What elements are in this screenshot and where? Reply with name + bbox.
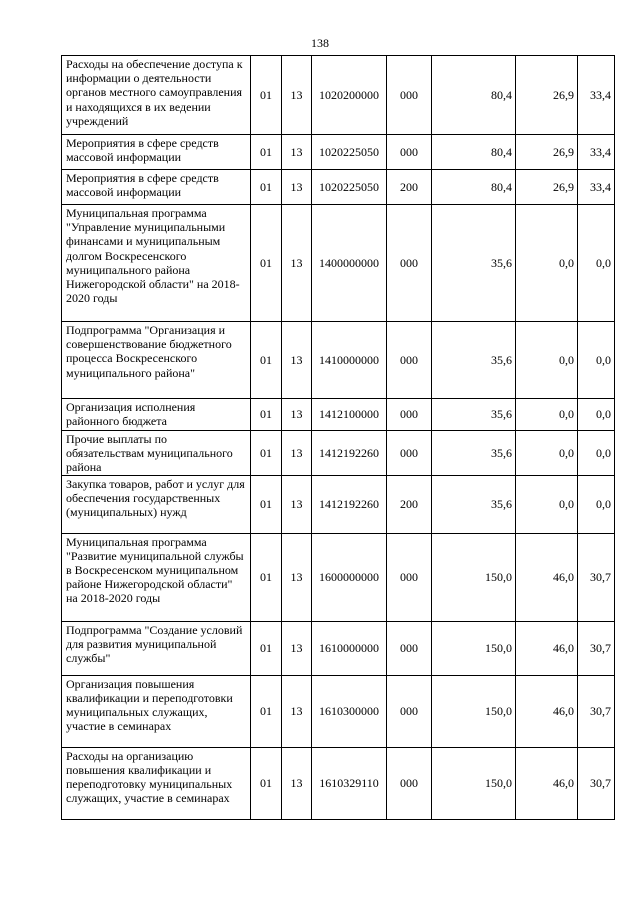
actual-amount-cell: 0,0 (516, 322, 578, 399)
expense-name-cell: Организация исполнения районного бюджета (62, 399, 251, 431)
expense-name-cell: Расходы на организацию повышения квалификации и переподготовку муниципальных служащих, участие в семинарах (62, 747, 251, 819)
target-article-cell: 1412192260 (312, 431, 387, 476)
target-article-cell: 1610000000 (312, 621, 387, 675)
expense-type-cell: 000 (387, 135, 432, 170)
section-code-cell: 01 (251, 205, 282, 322)
expense-type-cell: 200 (387, 475, 432, 533)
percent-cell: 30,7 (578, 675, 615, 747)
target-article-cell: 1410000000 (312, 322, 387, 399)
actual-amount-cell: 0,0 (516, 205, 578, 322)
subsection-code-cell: 13 (282, 56, 312, 135)
percent-cell: 0,0 (578, 205, 615, 322)
section-code-cell: 01 (251, 170, 282, 205)
actual-amount-cell: 46,0 (516, 675, 578, 747)
actual-amount-cell: 0,0 (516, 431, 578, 476)
table-row (62, 747, 615, 819)
planned-amount-cell: 80,4 (432, 170, 516, 205)
subsection-code-cell: 13 (282, 135, 312, 170)
target-article-cell: 1600000000 (312, 533, 387, 621)
expense-type-cell: 000 (387, 431, 432, 476)
expense-name-cell: Прочие выплаты по обязательствам муниципального района (62, 431, 251, 476)
actual-amount-cell: 46,0 (516, 533, 578, 621)
target-article-cell: 1020225050 (312, 135, 387, 170)
actual-amount-cell: 26,9 (516, 170, 578, 205)
percent-cell: 0,0 (578, 322, 615, 399)
target-article-cell: 1020200000 (312, 56, 387, 135)
expense-name-cell: Мероприятия в сфере средств массовой информации (62, 170, 251, 205)
budget-table (61, 55, 615, 820)
expense-name-cell: Мероприятия в сфере средств массовой информации (62, 135, 251, 170)
subsection-code-cell: 13 (282, 431, 312, 476)
expense-type-cell: 000 (387, 399, 432, 431)
expense-type-cell: 000 (387, 621, 432, 675)
section-code-cell: 01 (251, 475, 282, 533)
target-article-cell: 1610329110 (312, 747, 387, 819)
planned-amount-cell: 150,0 (432, 533, 516, 621)
expense-type-cell: 000 (387, 205, 432, 322)
planned-amount-cell: 150,0 (432, 621, 516, 675)
table-row (62, 135, 615, 170)
subsection-code-cell: 13 (282, 533, 312, 621)
subsection-code-cell: 13 (282, 747, 312, 819)
percent-cell: 30,7 (578, 621, 615, 675)
target-article-cell: 1412100000 (312, 399, 387, 431)
expense-type-cell: 000 (387, 675, 432, 747)
table-row (62, 399, 615, 431)
table-body (62, 56, 615, 820)
expense-name-cell: Подпрограмма "Создание условий для развития муниципальной службы" (62, 621, 251, 675)
section-code-cell: 01 (251, 533, 282, 621)
section-code-cell: 01 (251, 431, 282, 476)
planned-amount-cell: 150,0 (432, 747, 516, 819)
planned-amount-cell: 35,6 (432, 399, 516, 431)
table-row (62, 621, 615, 675)
expense-type-cell: 000 (387, 747, 432, 819)
expense-type-cell: 000 (387, 56, 432, 135)
section-code-cell: 01 (251, 621, 282, 675)
section-code-cell: 01 (251, 747, 282, 819)
percent-cell: 0,0 (578, 399, 615, 431)
table-row (62, 533, 615, 621)
section-code-cell: 01 (251, 322, 282, 399)
subsection-code-cell: 13 (282, 322, 312, 399)
expense-name-cell: Расходы на обеспечение доступа к информации о деятельности органов местного самоуправления и находящихся в их ведении учреждений (62, 56, 251, 135)
expense-type-cell: 000 (387, 533, 432, 621)
percent-cell: 30,7 (578, 533, 615, 621)
table-row (62, 322, 615, 399)
target-article-cell: 1610300000 (312, 675, 387, 747)
percent-cell: 0,0 (578, 431, 615, 476)
planned-amount-cell: 35,6 (432, 431, 516, 476)
percent-cell: 30,7 (578, 747, 615, 819)
planned-amount-cell: 80,4 (432, 135, 516, 170)
planned-amount-cell: 35,6 (432, 205, 516, 322)
table-row (62, 56, 615, 135)
actual-amount-cell: 0,0 (516, 399, 578, 431)
expense-name-cell: Муниципальная программа "Развитие муниципальной службы в Воскресенском муниципальном районе Нижегородской области" на 2018-2020 годы (62, 533, 251, 621)
table-row (62, 431, 615, 476)
target-article-cell: 1020225050 (312, 170, 387, 205)
section-code-cell: 01 (251, 675, 282, 747)
subsection-code-cell: 13 (282, 205, 312, 322)
actual-amount-cell: 26,9 (516, 56, 578, 135)
percent-cell: 33,4 (578, 170, 615, 205)
expense-name-cell: Закупка товаров, работ и услуг для обеспечения государственных (муниципальных) нужд (62, 475, 251, 533)
percent-cell: 0,0 (578, 475, 615, 533)
actual-amount-cell: 0,0 (516, 475, 578, 533)
percent-cell: 33,4 (578, 56, 615, 135)
expense-name-cell: Муниципальная программа "Управление муниципальными финансами и муниципальным долгом Воскресенского муниципального района Нижегородской области" на 2018-2020 годы (62, 205, 251, 322)
planned-amount-cell: 35,6 (432, 322, 516, 399)
subsection-code-cell: 13 (282, 475, 312, 533)
planned-amount-cell: 150,0 (432, 675, 516, 747)
actual-amount-cell: 46,0 (516, 747, 578, 819)
expense-name-cell: Организация повышения квалификации и переподготовки муниципальных служащих, участие в семинарах (62, 675, 251, 747)
expense-name-cell: Подпрограмма "Организация и совершенствование бюджетного процесса Воскресенского муниципального района" (62, 322, 251, 399)
section-code-cell: 01 (251, 399, 282, 431)
subsection-code-cell: 13 (282, 621, 312, 675)
table-row (62, 205, 615, 322)
subsection-code-cell: 13 (282, 675, 312, 747)
table-row (62, 475, 615, 533)
planned-amount-cell: 80,4 (432, 56, 516, 135)
percent-cell: 33,4 (578, 135, 615, 170)
actual-amount-cell: 26,9 (516, 135, 578, 170)
planned-amount-cell: 35,6 (432, 475, 516, 533)
subsection-code-cell: 13 (282, 399, 312, 431)
target-article-cell: 1412192260 (312, 475, 387, 533)
actual-amount-cell: 46,0 (516, 621, 578, 675)
table-row (62, 170, 615, 205)
expense-type-cell: 000 (387, 322, 432, 399)
target-article-cell: 1400000000 (312, 205, 387, 322)
section-code-cell: 01 (251, 135, 282, 170)
section-code-cell: 01 (251, 56, 282, 135)
table-row (62, 675, 615, 747)
page-number: 138 (311, 36, 329, 50)
subsection-code-cell: 13 (282, 170, 312, 205)
expense-type-cell: 200 (387, 170, 432, 205)
